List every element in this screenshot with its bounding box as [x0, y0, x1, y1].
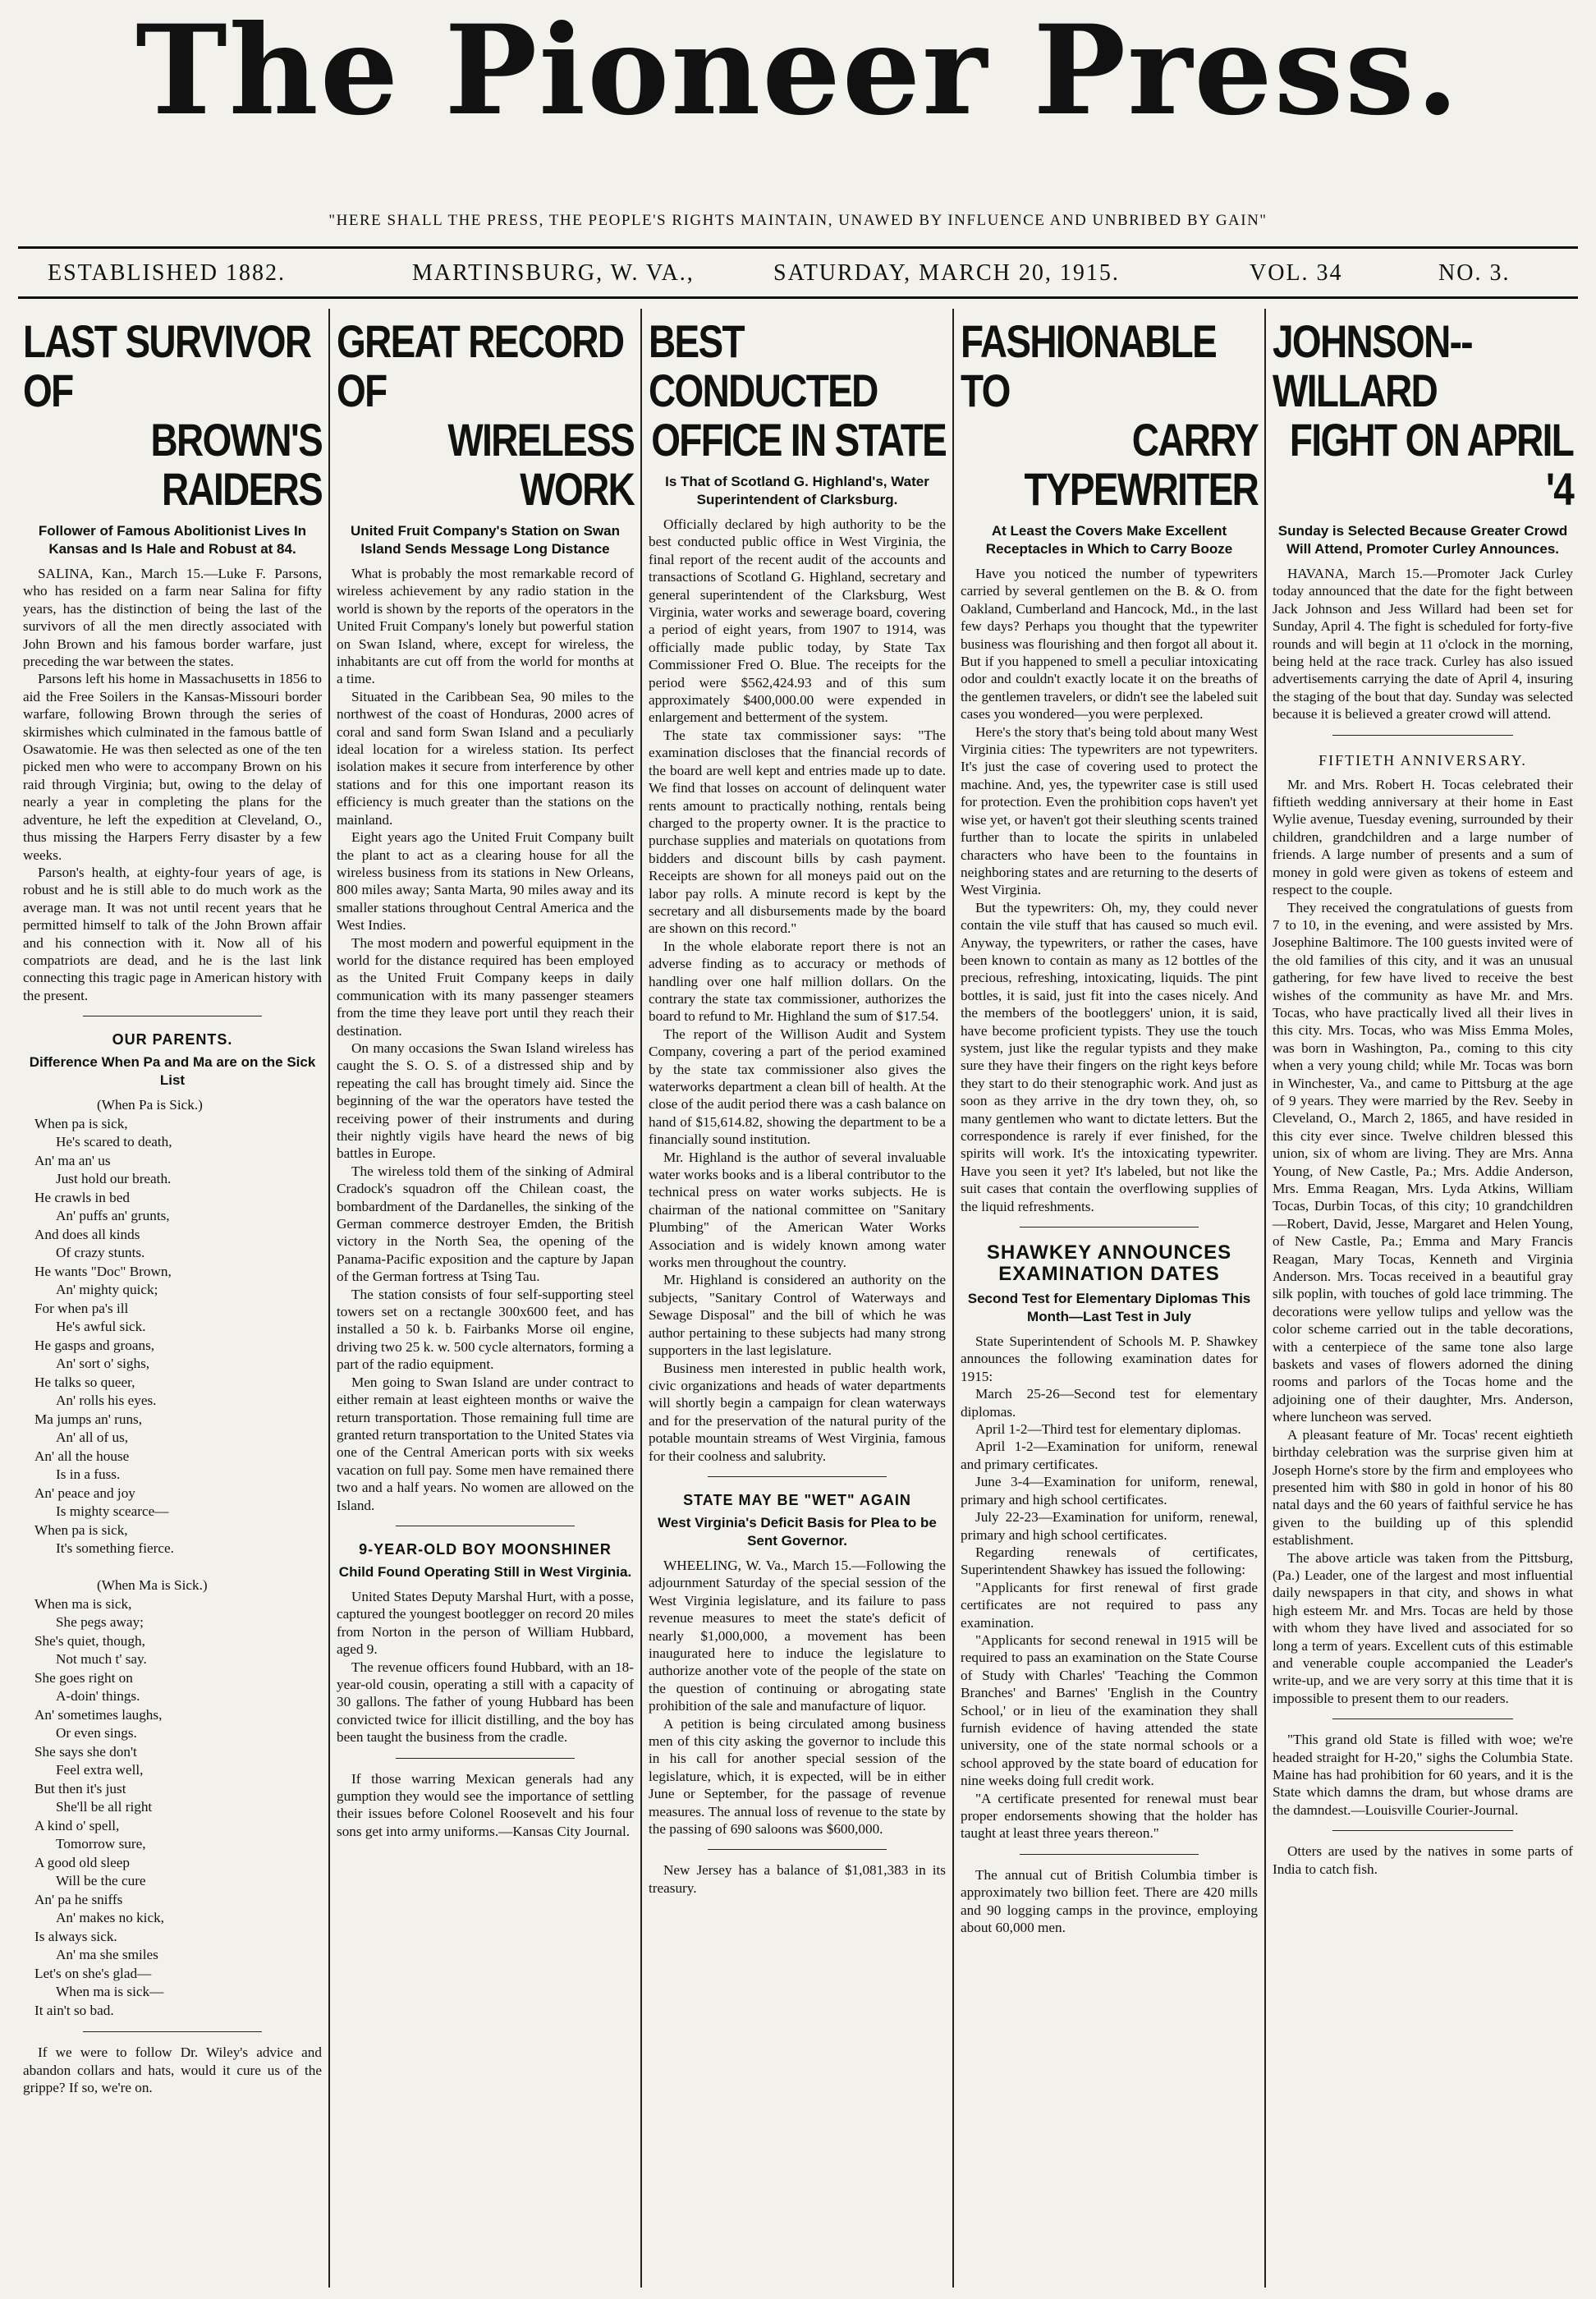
poem-line: He gasps and groans, — [34, 1337, 155, 1353]
article-body — [1273, 1842, 1573, 1878]
paragraph: March 25-26—Second test for elementary diplomas. — [961, 1386, 1258, 1420]
deck: West Virginia's Deficit Basis for Plea to be Sent Governor. — [658, 1514, 937, 1549]
poem-line: And does all kinds — [34, 1226, 140, 1242]
poem-line: An' all the house — [34, 1448, 130, 1464]
paragraph: "Applicants for second renewal in 1915 will be required to pass an examination on the State Course of Study with Charles' 'Teaching the Common Branches' and Barnes' 'English in the Country School,' or in lieu of the examination they shall furnish evidence of having attended the state university, one of the state normal schools or a school approved by the state board of education for nine weeks doing full credit work. — [961, 1631, 1258, 1789]
paragraph: The annual cut of British Columbia timber is approximately two billion feet. There are 420 mills and 90 logging camps in the province, employing about 60,000 men. — [961, 1866, 1258, 1936]
column-4 — [956, 309, 1263, 2288]
paragraph: On many occasions the Swan Island wireless has caught the S. O. S. of a distressed ship and by repeating the call has brought timely aid. Since the beginning of the war the operators have tested the receiving power of their instruments and during their nightly vigils have heard the news of big battles in Europe. — [337, 1039, 634, 1162]
poem-line: She says she don't — [34, 1743, 137, 1760]
poem-line: An' pa he sniffs — [34, 1891, 123, 1907]
poem-line: She'll be all right — [56, 1799, 153, 1815]
divider — [83, 2031, 262, 2032]
poem-line: Is always sick. — [34, 1928, 117, 1944]
article-body — [23, 2044, 322, 2096]
deck: Child Found Operating Still in West Virginia. — [338, 1563, 632, 1580]
article-body — [961, 1866, 1258, 1937]
columns — [18, 309, 1578, 2288]
paragraph: The report of the Willison Audit and System Company, covering a part of the period examined by the state tax commissioner also gives the waterworks department a clean bill of health. At the close of the audit period there was a cash balance on hand of $15,614.82, showing the department to be a financially sound institution. — [649, 1026, 946, 1148]
poem-line: He's awful sick. — [56, 1319, 146, 1335]
poem-line: Ma jumps an' runs, — [34, 1411, 143, 1427]
poem — [23, 1096, 322, 2020]
article-body — [649, 516, 946, 1465]
poem-line: She goes right on — [34, 1669, 133, 1686]
paragraph: Mr. and Mrs. Robert H. Tocas celebrated their fiftieth wedding anniversary at their home in East Wylie avenue, Tuesday evening, surrounded by their children, grandchildren and a large number of friends. A large number of presents and a sum of money in gold were given as tokens of esteem and respect to the couple. — [1273, 776, 1573, 898]
subhead: SHAWKEY ANNOUNCES EXAMINATION DATES — [986, 1241, 1232, 1286]
subhead: OUR PARENTS. — [112, 1031, 233, 1049]
deck: Difference When Pa and Ma are on the Sick List — [29, 1054, 316, 1089]
paragraph: Men going to Swan Island are under contract to either remain at least eighteen months or waive the return transportation. Those remaining full time are granted return transportation to the United States via one of the Central American ports with six weeks vacation on full pay. Some men have remained there two and a half years. No women are allowed on the Island. — [337, 1374, 634, 1513]
divider — [1020, 1227, 1198, 1228]
poem-line: When ma is sick, — [34, 1595, 132, 1612]
article-body — [1273, 565, 1573, 723]
poem-line: He wants "Doc" Brown, — [34, 1263, 172, 1279]
paragraph: Parsons left his home in Massachusetts in 1856 to aid the Free Soilers in the Kansas-Missouri border warfare, following Brown through the series of skirmishes which culminated in the famous battle of Osawatomie. He was then selected as one of the ten picked men who were to accompany Brown on his raid through Virginia; but, owing to the delay of nearly a year in completing the plans for the adventure, he left the expedition at Cleveland, O., thus missing the Harpers Ferry disaster by a few weeks. — [23, 671, 322, 863]
paragraph: A pleasant feature of Mr. Tocas' recent eightieth birthday celebration was the surprise given him at Joseph Horne's store by the firm and employees who presented him with $80 in gold in honor of his 80 natal days and the 60 years of faithful service he has given to the building up of this splendid establishment. — [1273, 1426, 1573, 1549]
poem-line: A good old sleep — [34, 1854, 131, 1870]
paragraph: WHEELING, W. Va., March 15.—Following the adjournment Saturday of the special session of the West Virginia legislature, and its failure to pass revenue measures to meet the state's deficit of nearly $1,000,000, a movement has been inaugurated here to induce the legislature to authorize another vote of the people of the state on the question of continuing or abrogating state prohibition of the sale and manufacture of liquor. — [649, 1557, 946, 1714]
poem-line: Or even sings. — [56, 1725, 137, 1741]
deck: Sunday is Selected Because Greater Crowd Will Attend, Promoter Curley Announces. — [1277, 523, 1568, 557]
headline-line-2: WIRELESS WORK — [447, 414, 635, 515]
headline-typewriter — [961, 317, 1258, 514]
headline-line-2: CARRY TYPEWRITER — [1024, 414, 1259, 515]
divider — [708, 1476, 886, 1477]
paragraph: Business men interested in public health work, civic organizations and heads of water departments will shortly begin a campaign for clean waterways and for the preservation of the natural purity of the potable mountain streams of West Virginia, famous for their coolness and salubrity. — [649, 1360, 946, 1464]
poem-line — [23, 1558, 322, 1577]
paragraph: In the whole elaborate report there is not an adverse finding as to accuracy or methods of handling over one half million dollars. On the contrary the state tax commissioner, authorizes the board to refund to Mr. Highland the sum of $17.54. — [649, 938, 946, 1025]
poem-line: Will be the cure — [56, 1873, 146, 1889]
article-body — [1273, 776, 1573, 1708]
motto: "HERE SHALL THE PRESS, THE PEOPLE'S RIGHTS MAINTAIN, UNAWED BY INFLUENCE AND UNBRIBED BY GAIN" — [328, 212, 1268, 229]
poem-line: Is mighty scearce— — [56, 1503, 169, 1520]
poem-line: He talks so queer, — [34, 1374, 135, 1390]
article-body — [337, 565, 634, 1514]
poem-line: A kind o' spell, — [34, 1817, 120, 1833]
poem-line: An' ma an' us — [34, 1152, 111, 1168]
poem-line: A-doin' things. — [56, 1688, 140, 1705]
poem-line: An' mighty quick; — [56, 1282, 158, 1298]
poem-line: An' ma she smiles — [56, 1947, 158, 1963]
article-body — [337, 1770, 634, 1841]
headline-line-1: LAST SURVIVOR OF — [23, 315, 311, 416]
poem-line: She pegs away; — [56, 1614, 144, 1631]
poem-line: It's something fierce. — [56, 1540, 174, 1557]
paragraph: Parson's health, at eighty-four years of age, is robust and he is still able to do much work as the average man. It was not until recent years that he permitted himself to talk of the John Brown affair and his connection with it. Now all of his compatriots are dead, and he is the last link connecting this tragic page in American history with the present. — [23, 864, 322, 1003]
column-1 — [18, 309, 327, 2288]
poem-line: Not much t' say. — [56, 1651, 147, 1668]
article-body — [649, 1557, 946, 1838]
article-body — [1273, 1731, 1573, 1819]
column-rule — [1264, 309, 1266, 2288]
paragraph: The state tax commissioner says: "The examination discloses that the financial records of the board are well kept and entries made up to date. We find that losses on account of delinquent water rents amount to practically nothing, rentals being charged to the property owner. It is the practice to purchase supplies and materials on quotations from bidders and discount bills by cash payment. Receipts are shown for all moneys paid out on the labor pay rolls. A minute record is kept by the secretary and all disbursements made by the board are shown on this record." — [649, 727, 946, 937]
paragraph: Eight years ago the United Fruit Company built the plant to act as a clearing house for all the wireless business from its stations in New Orleans, 800 miles away; Santa Marta, 90 miles away and its smaller stations throughout Central America and the West Indies. — [337, 829, 634, 934]
volume: VOL. 34 — [1250, 260, 1343, 286]
poem-line: When ma is sick— — [56, 1984, 164, 2000]
subhead: FIFTIETH ANNIVERSARY. — [1319, 751, 1527, 769]
place: MARTINSBURG, W. VA., — [412, 260, 695, 286]
paragraph: "This grand old State is filled with woe; we're headed straight for H-20," sighs the Columbia State. Maine has had prohibition for 60 years, and it is the State which damns the dram, but whose drams are the damndest.—Louisville Courier-Journal. — [1273, 1732, 1573, 1818]
paragraph: Officially declared by high authority to be the best conducted public office in West Virginia, the final report of the recent audit of the accounts and transactions of Scotland G. Highland, secretary and general superintendent of the Clarksburg, West Virginia, water works and sewerage board, covering a period of eight years, from 1907 to 1914, was officially made public today, by State Tax Commissioner Fred O. Blue. The receipts for the period were $562,424.93 and of this sum approximately $400,000.00 were expended in enlargement and betterment of the system. — [649, 516, 946, 726]
paragraph: HAVANA, March 15.—Promoter Jack Curley today announced that the date for the fight between Jack Johnson and Jess Willard had been set for Sunday, April 4. The fight is scheduled for forty-five rounds and will begin at 11 o'clock in the morning, being held at the race track. Curley has also issued advertisements carrying the date of April 4, insuring the staging of the bout that day. Sunday was selected because it is believed a greater crowd will attend. — [1273, 566, 1573, 723]
poem-line: Is in a fuss. — [56, 1466, 121, 1483]
poem-line: He's scared to death, — [56, 1134, 172, 1150]
poem-line: (When Pa is Sick.) — [97, 1097, 203, 1113]
poem-line: When pa is sick, — [34, 1521, 128, 1538]
divider — [1332, 1830, 1513, 1831]
paragraph: "Applicants for first renewal of first grade certificates are not required to pass any examination. — [961, 1579, 1258, 1631]
issue-date: SATURDAY, MARCH 20, 1915. — [773, 260, 1120, 286]
headline-line-1: GREAT RECORD OF — [337, 315, 624, 416]
poem-line: Feel extra well, — [56, 1762, 144, 1778]
divider — [1020, 1854, 1198, 1855]
paragraph: April 1-2—Third test for elementary diplomas. — [975, 1421, 1241, 1438]
column-5 — [1268, 309, 1578, 2288]
subhead: STATE MAY BE "WET" AGAIN — [683, 1491, 911, 1508]
dateline — [18, 246, 1578, 299]
poem-line: An' rolls his eyes. — [56, 1393, 157, 1409]
poem-line: Of crazy stunts. — [56, 1245, 145, 1261]
paragraph: June 3-4—Examination for uniform, renewal, primary and high school certificates. — [961, 1474, 1258, 1507]
headline-johnson-willard — [1273, 317, 1573, 514]
deck: Second Test for Elementary Diplomas This Month—Last Test in July — [967, 1291, 1251, 1325]
paragraph: April 1-2—Examination for uniform, renewal and primary certificates. — [961, 1439, 1258, 1472]
article-body — [961, 565, 1258, 1215]
poem-line: An' sort o' sighs, — [56, 1356, 150, 1372]
paragraph: The above article was taken from the Pittsburg, (Pa.) Leader, one of the largest and most influential daily newspapers in that city, and shows in what high esteem Mr. and Mrs. Tocas are held by those with whom they have lived and associated for so long a term of years. Excellent cuts of this estimable and venerable couple accompanied the Leader's write-up, and we are very sorry at this time that it is impossible to present them to our readers. — [1273, 1549, 1573, 1706]
poem-line: Tomorrow sure, — [56, 1836, 146, 1852]
paragraph: The revenue officers found Hubbard, with an 18-year-old cousin, operating a still with a capacity of 30 gallons. The father of young Hubbard has been convicted twice for illicit distilling, and the boy has been taught the business from the cradle. — [337, 1659, 634, 1746]
poem-line: An' puffs an' grunts, — [56, 1208, 170, 1224]
paragraph: But the typewriters: Oh, my, they could never contain the vile stuff that has caused so much evil. Anyway, the typewriters, or rather the cases, have been known to contain as many as 12 bottles of the precious, refreshing, intoxicating, liquids. The pint bottles, it is said, just fit into the cases nicely. And the members of the bootleggers' union, it is said, have become proficient typists. They use the touch system, just like the regular typists and they make sure they have their fingers on the right keys before they start to do their stenographic work. And just as soon as they arrive in the dry town they, oh, so many gentlemen who want to dictate letters. But the correspondence is rarely if ever finished, for the spirits will work. It's the intoxicating typewriter. Have you seen it yet? It's labeled, but not like the suit cases that contain the overflowing supplies of the liquid refreshments. — [961, 899, 1258, 1214]
paragraph: United States Deputy Marshal Hurt, with a posse, captured the youngest bootlegger on record 20 miles from Norton in the person of William Hubbard, aged 9. — [337, 1588, 634, 1658]
paragraph: July 22-23—Examination for uniform, renewal, primary and high school certificates. — [961, 1509, 1258, 1543]
column-rule — [952, 309, 954, 2288]
poem-line: (When Ma is Sick.) — [97, 1577, 208, 1594]
paragraph: They received the congratulations of guests from 7 to 10, in the evening, and were assisted by Mrs. Josephine Baltimore. The 100 guests invited were of the old families of this city, and it was an unusual gathering, for few have lived to receive the best wishes of the community as have Mr. and Mrs. Tocas, who have practically lived all their lives in this city. Mrs. Tocas, who was Miss Emma Moles, was born in Washington, Pa., coming to this city when a very young child; while Mr. Tocas was born in Winchester, Va., and came to Pittsburg at the age of 9 years. They were married by the Rev. Seeby in Cleveland, O., March 2, 1865, and have resided in this city ever since. Twelve children blessed this union, six of whom are living. They are Mrs. Anna Young, of New Castle, Pa.; Mrs. Addie Anderson, Mrs. Emma Reagan, Mrs. Lyda Atkins, William Tocas, Durbin Tocas, of this city; 10 grandchildren—Robert, David, Jesse, Margaret and Helen Young, of New Castle, Pa.; Emma and Mary Francis Reagan, Mary Tocas, Kenneth and Virginia Anderson. Mrs. Tocas received in a beautiful gray silk poplin, with touches of gold lace trimming. The decorations were yellow tulips and yellow was the color scheme carried out in the table decorations, with a centerpiece of the same tone also large baskets and vases of flowers adorned the dining rooms and parlors of the Tocas home and the adjoining one of their daughter, Mrs. Anderson, where luncheon was served. — [1273, 899, 1573, 1425]
paragraph: Have you noticed the number of typewriters carried by several gentlemen on the B. & O. from Oakland, Cumberland and Hancock, Md., in the last few days? Perhaps you thought that the typewriter business was flourishing and then forgot all about it. But if you happened to smell a peculiar intoxicating odor and couldn't exactly locate it on the breaths of the gentlemen travelers, or didn't see the labeled suit cases you wondered—you were perplexed. — [961, 566, 1258, 723]
paragraph: New Jersey has a balance of $1,081,383 in its treasury. — [649, 1862, 946, 1896]
deck: Follower of Famous Abolitionist Lives In Kansas and Is Hale and Robust at 84. — [38, 523, 307, 557]
poem-line: For when pa's ill — [34, 1300, 129, 1316]
headline-line-2: OFFICE IN STATE — [651, 414, 947, 466]
paragraph: If we were to follow Dr. Wiley's advice and abandon collars and hats, would it cure us of the grippe? If so, we're on. — [23, 2044, 322, 2095]
divider — [1332, 735, 1513, 736]
headline-line-1: FASHIONABLE TO — [961, 315, 1217, 416]
deck: Is That of Scotland G. Highland's, Water Superintendent of Clarksburg. — [665, 474, 929, 507]
headline-line-2: BROWN'S RAIDERS — [150, 414, 323, 515]
paragraph: What is probably the most remarkable record of wireless achievement by any radio station in the world is shown by the reports of the operators in the United Fruit Company's lonely but powerful station on Swan Island, where, except for wireless, the inhabitants are cut off from the world for months at a time. — [337, 566, 634, 687]
subhead: 9-YEAR-OLD BOY MOONSHINER — [359, 1540, 612, 1558]
paragraph: A petition is being circulated among business men of this city asking the governor to include this in his call for another special session of the legislature, which, it is expected, will be in either June or September, for the passage of revenue measures. The annual loss of revenue to the state by the passing of 690 saloons was $600,000. — [649, 1715, 946, 1838]
masthead — [0, 0, 1596, 143]
paragraph: Mr. Highland is the author of several invaluable water works books and is a liberal contributor to the technical press on water works subjects. He is chairman of the national committee on "Sanitary Plumbing" of the American Water Works Association and is widely known among water works men throughout the country. — [649, 1149, 946, 1271]
column-rule — [328, 309, 330, 2288]
headline-line-2: FIGHT ON APRIL '4 — [1289, 414, 1574, 515]
paragraph: Situated in the Caribbean Sea, 90 miles to the northwest of the coast of Honduras, 2000 acres of coral and sand form Swan Island and a peculiarly ideal location for a wireless station. Its perfect isolation makes it secure from interference by other stations and for this one important reason its efficiency is much greater than the stations on the mainland. — [337, 688, 634, 828]
headline-line-1: JOHNSON--WILLARD — [1273, 315, 1472, 416]
paragraph: "A certificate presented for renewal must bear proper endorsements showing that the holder has taught at least three years thereon." — [961, 1790, 1258, 1842]
headline-line-1: BEST CONDUCTED — [649, 315, 878, 416]
headline-best-conducted — [649, 317, 946, 465]
paragraph: The station consists of four self-supporting steel towers set on a rectangle 300x600 feet, and has installed a 50 k. b. Fairbanks Morse oil engine, driving two 25 k. w. 500 cycle alternators, forming a part of the radio equipment. — [337, 1286, 634, 1373]
poem-line: An' makes no kick, — [56, 1910, 164, 1926]
article-body — [649, 1861, 946, 1897]
deck: United Fruit Company's Station on Swan Island Sends Message Long Distance — [351, 523, 620, 557]
poem-line: Let's on she's glad— — [34, 1965, 152, 1981]
poem-line: But then it's just — [34, 1780, 126, 1797]
deck: At Least the Covers Make Excellent Receptacles in Which to Carry Booze — [985, 523, 1233, 557]
paragraph: The most modern and powerful equipment in the world for the distance required has been employed as the United Fruit Company keeps in daily communication with its many passenger steamers from the time they leave port until they reach their destination. — [337, 934, 634, 1039]
paragraph: SALINA, Kan., March 15.—Luke F. Parsons, who has resided on a farm near Salina for fifty years, has the distinction of being the last of the survivors of all the men directly associated with John Brown and his famous border warfare, just preceding the war between the states. — [23, 566, 322, 670]
poem-line: An' sometimes laughs, — [34, 1706, 163, 1723]
paragraph: Mr. Highland is considered an authority on the subjects, "Sanitary Control of Waterways and Sewage Disposal" and the bill of which he was author pertaining to these subjects had many strong supporters in the last legislature. — [649, 1272, 946, 1359]
paragraph: Otters are used by the natives in some parts of India to catch fish. — [1273, 1843, 1573, 1877]
established-year: ESTABLISHED 1882. — [48, 260, 286, 286]
article-body — [337, 1588, 634, 1746]
issue-number: NO. 3. — [1438, 260, 1511, 286]
poem-line: An' all of us, — [56, 1429, 129, 1446]
paragraph: Regarding renewals of certificates, Superintendent Shawkey has issued the following: — [961, 1544, 1258, 1578]
poem-line: It ain't so bad. — [34, 2002, 114, 2018]
poem-line: An' peace and joy — [34, 1484, 135, 1501]
column-3 — [644, 309, 951, 2288]
article-body — [961, 1333, 1258, 1842]
article-body — [23, 565, 322, 1004]
paragraph: State Superintendent of Schools M. P. Shawkey announces the following examination dates for 1915: — [961, 1333, 1258, 1384]
paragraph: Here's the story that's being told about many West Virginia cities: The typewriters are not typewriters. It's just the case of covering used to protect the machine. And, yes, the typewriter case is still used for protection. Even the prohibition cops haven't yet wise yet, or haven't got their sleuthing scents trained further than to locate the spirits in unlabeled characters who have been to the fountains in neighboring states and are returning to the deserts of West Virginia. — [961, 723, 1258, 898]
divider — [708, 1849, 886, 1850]
poem-line: He crawls in bed — [34, 1189, 130, 1205]
paragraph: The wireless told them of the sinking of Admiral Cradock's squadron off the Chilean coast, the bombardment of the Dardanelles, the sinking of the German commerce destroyer Emden, the British victory in the North Sea, the opening of the Panama-Pacific exposition and the capture by Japan of the German fortress at Tsing Tau. — [337, 1163, 634, 1285]
column-2 — [332, 309, 639, 2288]
headline-wireless — [337, 317, 634, 514]
paragraph: If those warring Mexican generals had any gumption they would see the importance of settling their issues before Colonel Roosevelt and his four sons get into army uniforms.—Kansas City Journal. — [337, 1770, 634, 1839]
newspaper-title: The Pioneer Press. — [135, 0, 1461, 143]
poem-line: Just hold our breath. — [56, 1171, 172, 1187]
column-rule — [640, 309, 642, 2288]
poem-line: She's quiet, though, — [34, 1632, 145, 1649]
divider — [396, 1758, 574, 1759]
headline-last-survivor — [23, 317, 322, 514]
poem-line: When pa is sick, — [34, 1115, 128, 1131]
